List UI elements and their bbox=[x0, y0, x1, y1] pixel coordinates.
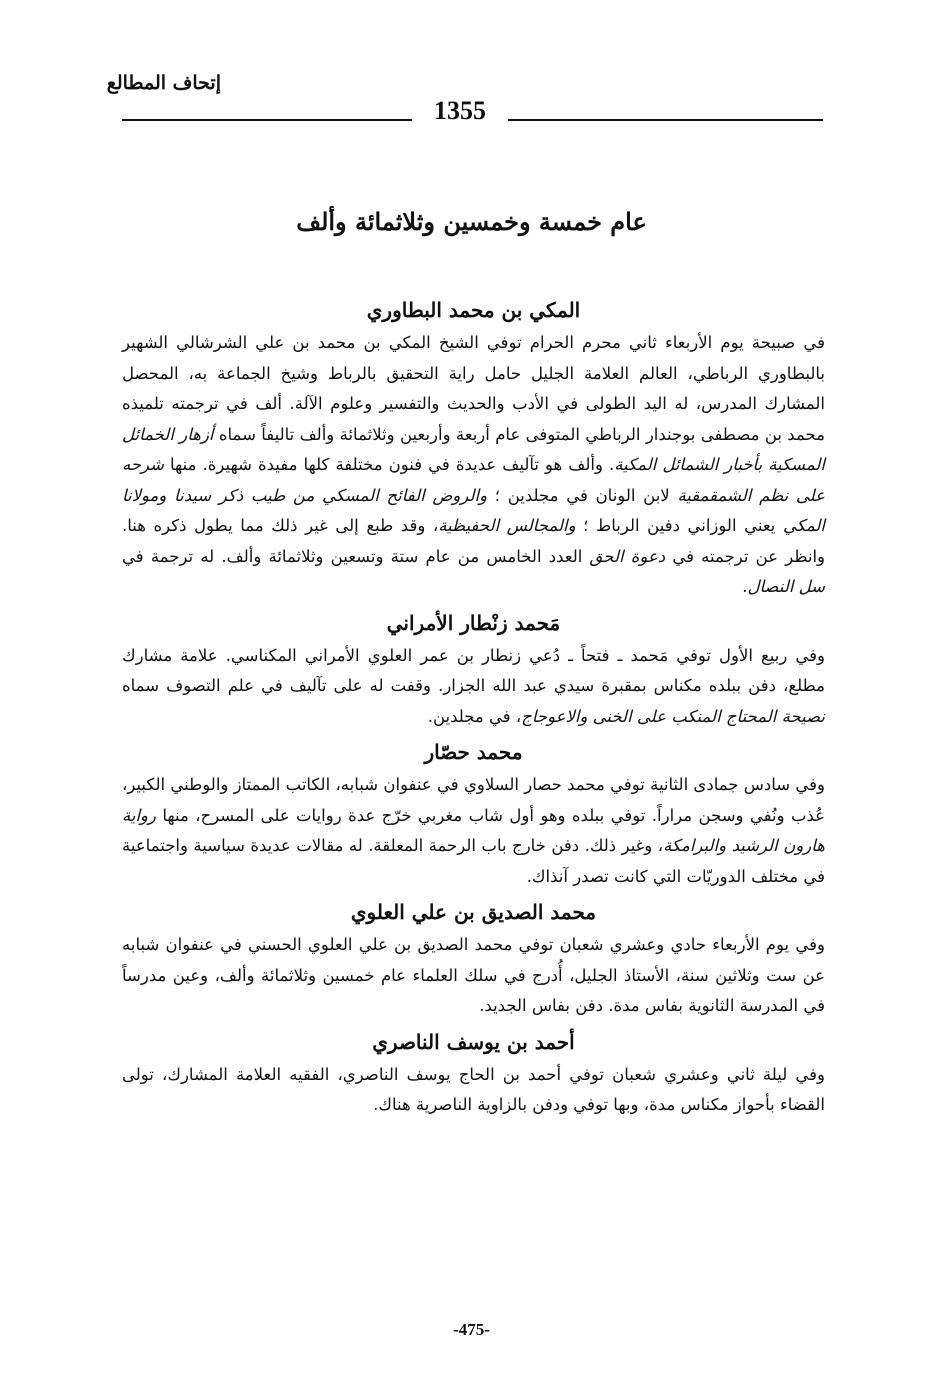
entry-heading: مَحمد زنْطار الأمراني bbox=[386, 610, 561, 635]
entry-text: في صبيحة يوم الأربعاء ثاني محرم الحرام توفي الشيخ المكي بن محمد بن علي الشرشالي الشهير بالبطاوري الرباطي، العالم العلامة الجليل حامل راية التحقيق بالرباط وشيخ الجماعة به، المحصل المشارك المدرس، له اليد الطولى في الأدب والحديث والتفسير وعلوم الآلة. ألف في ترجمته تلميذه محمد بن مصطفى بوجندار الرباطي المتوفى عام أربعة وأربعين وثلاثمائة وألف تاليفاً سماه أزهار الخمائل المسكية بأخبار الشمائل المكية. وألف هو تآليف عديدة في فنون مختلفة كلها مفيدة شهيرة. منها شرحه على نظم الشمقمقية لابن الونان في مجلدين ؛ والروض الفائح المسكي من طيب ذكر سيدنا ومولانا المكي يعني الوزاني دفين الرباط ؛ والمجالس الحفيظية، وقد طبع إلى غير ذلك مما يطول ذكره هنا. وانظر عن ترجمته في دعوة الحق العدد الخامس من عام ستة وتسعين وثلاثمائة وألف. له ترجمة في سل النصال. bbox=[122, 333, 826, 596]
entry-bettawri bbox=[122, 292, 825, 603]
entry-heading: المكي بن محمد البطاوري bbox=[366, 298, 581, 322]
year-title: عام خمسة وخمسين وثلاثمائة وألف bbox=[296, 207, 647, 236]
entry-text: وفي ربيع الأول توفي مَحمد ـ فتحاً ـ دُعي زنطار بن عمر العلوي الأمراني المكناسي. علامة مشارك مطلع، دفن ببلده مكناس بمقبرة سيدي عبد الله الجزار. وقفت له على تآليف في علم التصوف سماه نصيحة المحتاج المنكب على الخنى والاعوجاج، في مجلدين. bbox=[122, 645, 825, 726]
book-title: أزهار الخمائل المسكية بأخبار الشمائل المكية bbox=[122, 424, 825, 474]
book-title: شرحه على نظم الشمقمقية bbox=[122, 455, 825, 505]
book-title: والمجالس الحفيظية bbox=[438, 516, 576, 535]
entry-heading: أحمد بن يوسف الناصري bbox=[372, 1029, 575, 1054]
entry-heading: محمد حصّار bbox=[424, 740, 523, 764]
entry-text: وفي يوم الأربعاء حادي وعشري شعبان توفي محمد الصديق بن علي العلوي الحسني في عنفوان شبابه عن ست وثلاثين سنة، الأستاذ الجليل، أُدرج في سلك العلماء عام خمسين وثلاثمائة وألف، وعين مدرساً في المدرسة الثانوية بفاس مدة. دفن بفاس الجديد. bbox=[122, 935, 825, 1015]
entry-siddiq bbox=[122, 894, 825, 1022]
entry-text: وفي ليلة ثاني وعشري شعبان توفي أحمد بن الحاج يوسف الناصري، الفقيه العلامة المشارك، تولى القضاء بأحواز مكناس مدة، وبها توفي ودفن بالزاوية الناصرية هناك. bbox=[122, 1064, 825, 1114]
book-title: رواية هارون الرشيد والبرامكة bbox=[122, 805, 825, 855]
header-year-number: 1355 bbox=[434, 96, 486, 125]
header-rule-right bbox=[508, 119, 823, 121]
entry-text: وفي سادس جمادى الثانية توفي محمد حصار السلاوي في عنفوان شبابه، الكاتب الممتاز والوطني الكبير، عُذب ونُفي وسجن مراراً. توفي ببلده وهو أول شاب مغربي خرّج عدة روايات على المسرح، منها رواية هارون الرشيد والبرامكة، وغير ذلك. دفن خارج باب الرحمة المعلقة. له مقالات عديدة سياسية واجتماعية في مختلف الدوريّات التي كانت تصدر آنذاك. bbox=[122, 775, 826, 886]
book-title: نصيحة المحتاج المنكب على الخنى والاعوجاج bbox=[521, 706, 825, 726]
entry-heading: محمد الصديق بن علي العلوي bbox=[350, 900, 597, 924]
entry-zantar bbox=[122, 605, 825, 733]
entry-nasiri bbox=[122, 1024, 825, 1121]
book-title: والروض الفائح المسكي من طيب ذكر سيدنا ومولانا المكي bbox=[122, 485, 825, 535]
book-title: دعوة الحق bbox=[589, 546, 666, 566]
running-header-title: إتحاف المطالع bbox=[106, 72, 221, 94]
header-rule-left bbox=[122, 119, 412, 121]
page-number: -475- bbox=[453, 1320, 490, 1339]
entry-hassar bbox=[122, 734, 825, 892]
entries-content bbox=[122, 292, 825, 1123]
book-title: سل النصال bbox=[747, 577, 825, 596]
